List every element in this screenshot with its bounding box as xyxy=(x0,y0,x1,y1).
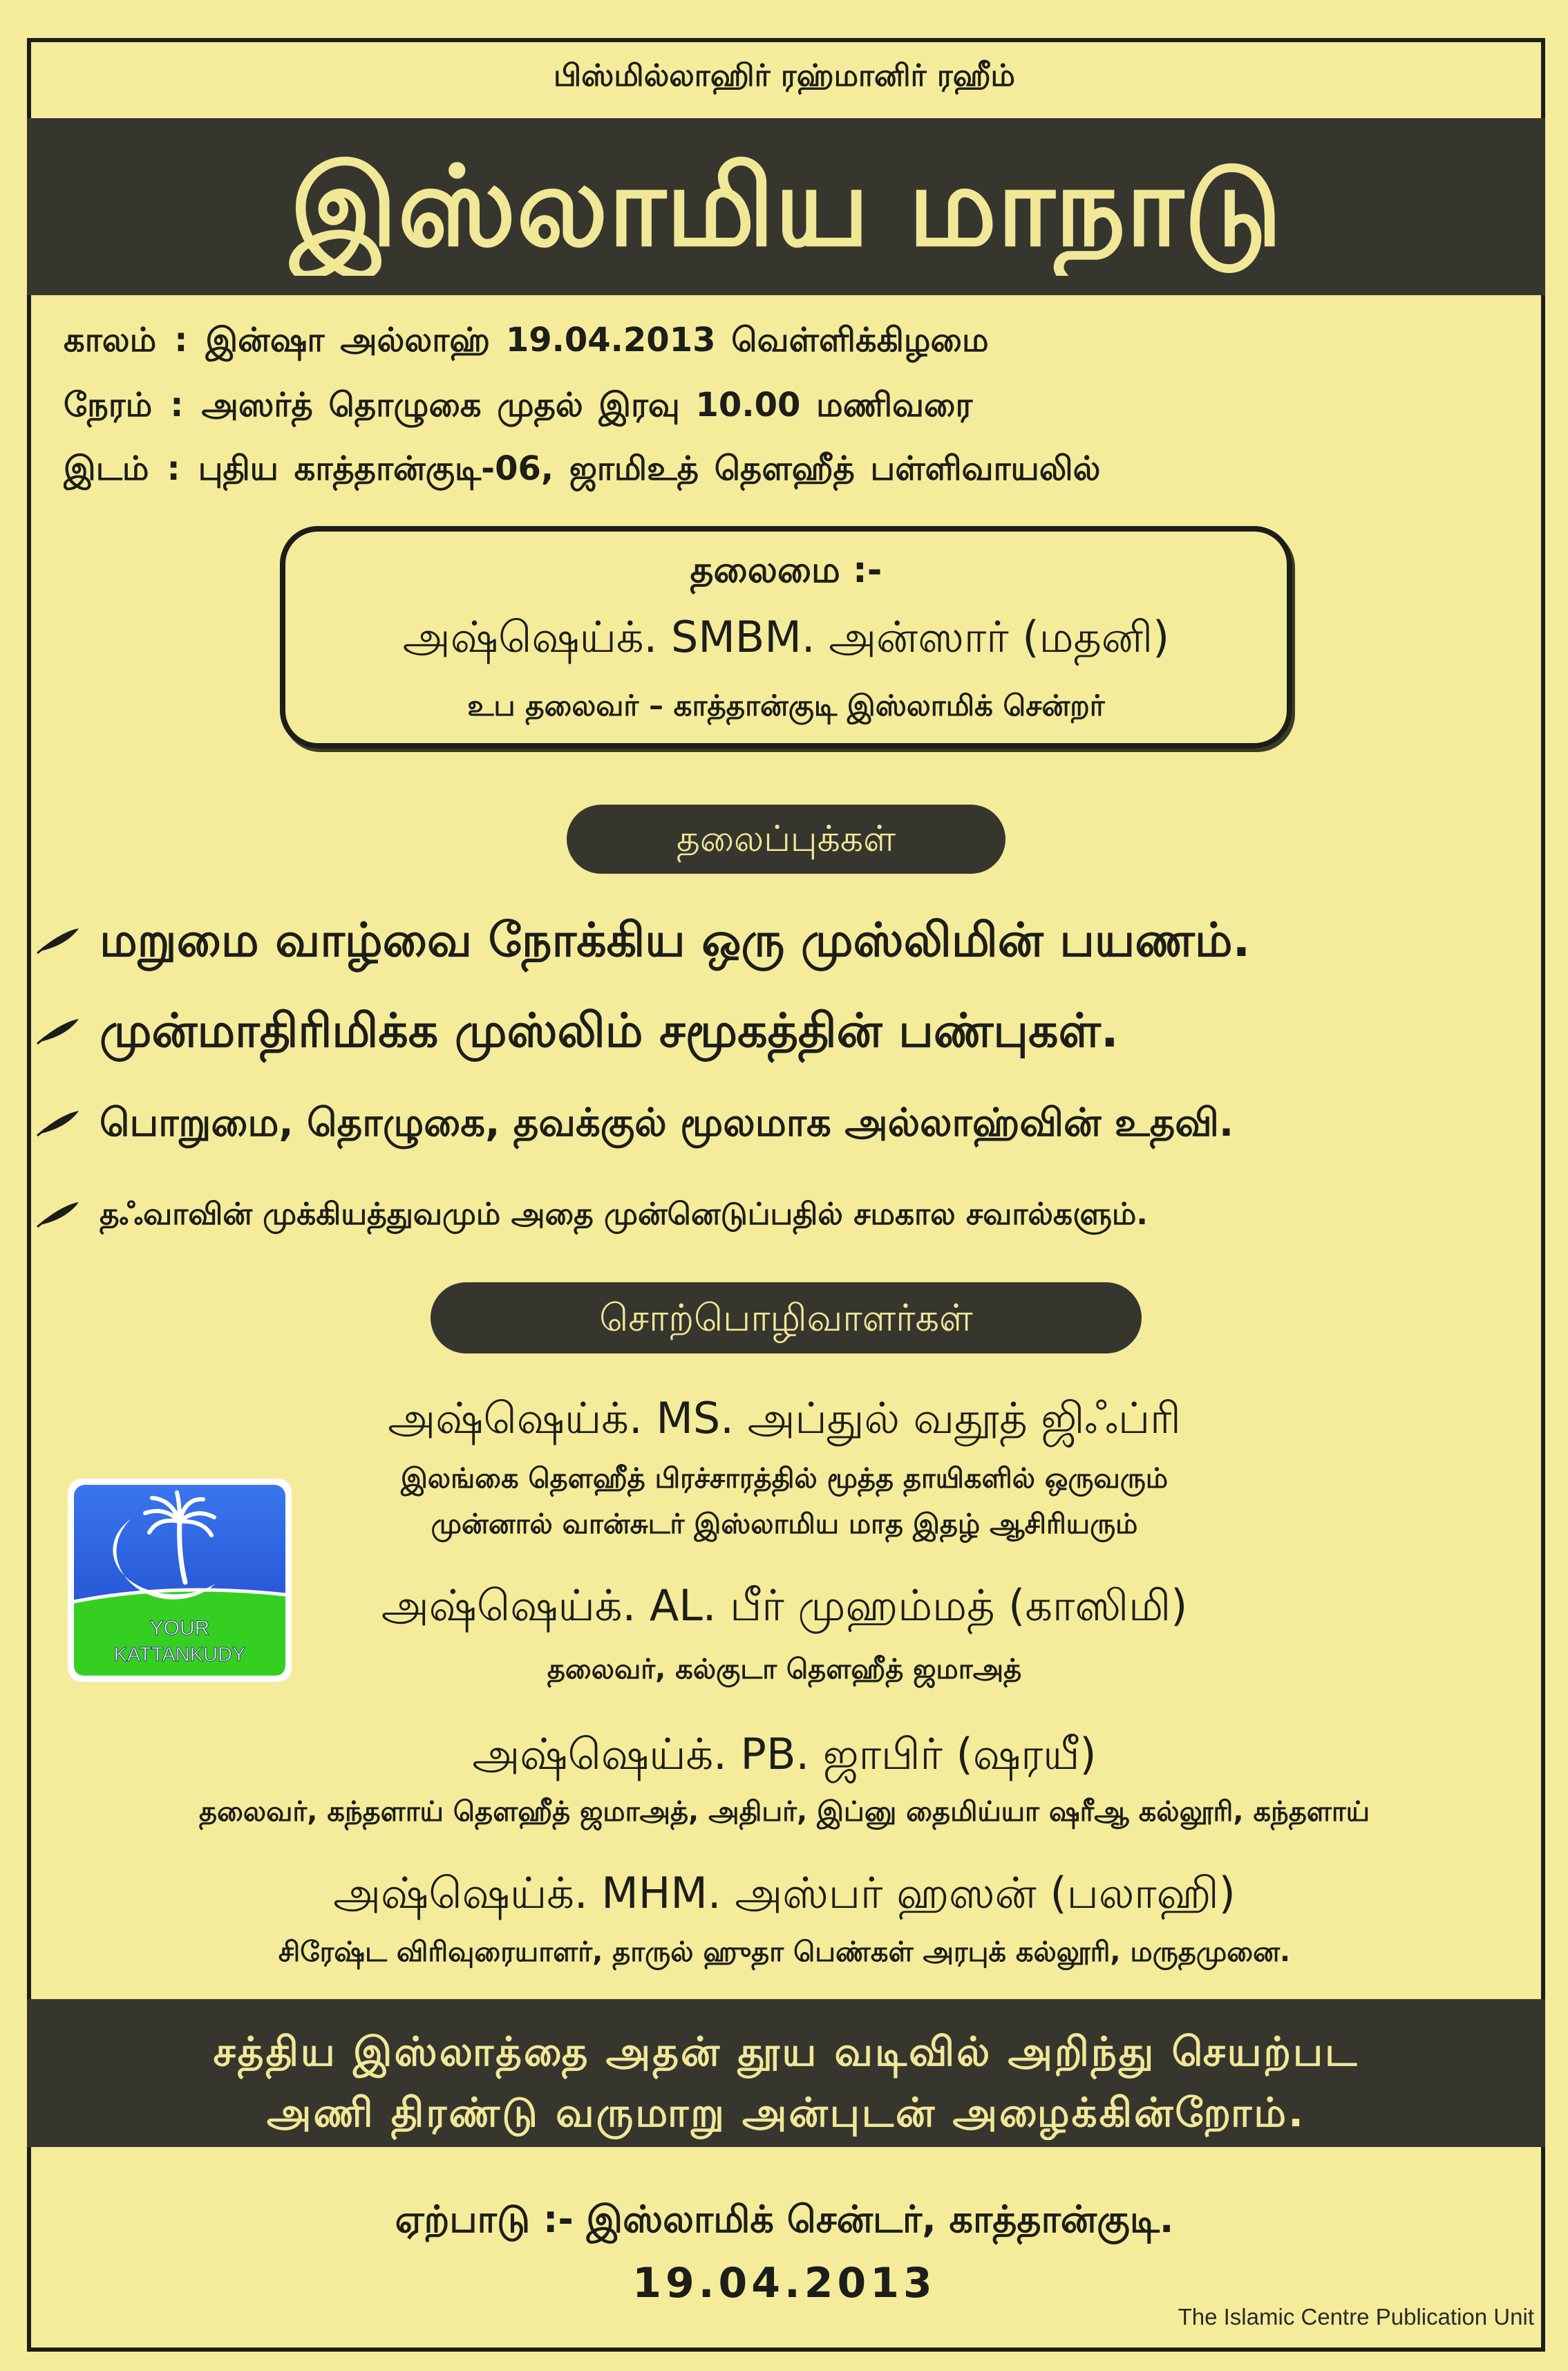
logo-text-kattankudy: KATTANKUDY xyxy=(113,1644,246,1666)
detail-time-of-day xyxy=(64,312,1529,368)
invitation-band xyxy=(27,1999,1545,2147)
detail-venue-separator: : xyxy=(167,449,180,488)
topic-text: தஃவாவின் முக்கியத்துவமும் அதை முன்னெடுப்பதில் சமகால சவால்களும். xyxy=(100,1197,1148,1232)
detail-date-label: காலம் xyxy=(64,321,157,359)
topic-text: முன்மாதிரிமிக்க முஸ்லிம் சமூகத்தின் பண்புகள். xyxy=(100,1004,1119,1058)
speaker-detail: இலங்கை தௌஹீத் பிரச்சாரத்தில் மூத்த தாயிகளில் ஒருவரும் xyxy=(400,1463,1169,1494)
detail-time-value: அஸர்த் தொழுகை முதல் இரவு 10.00 மணிவரை xyxy=(201,386,973,424)
topic-item xyxy=(36,1188,1532,1241)
speaker-detail: தலைவர், கந்தளாய் தௌஹீத் ஜமாஅத், அதிபர், இப்னு தைமிய்யா ஷரீஆ கல்லூரி, கந்தளாய் xyxy=(198,1796,1370,1828)
speakers-heading-pill xyxy=(431,1282,1142,1353)
chair-heading: தலைமை :- xyxy=(690,550,882,591)
page-title: இஸ்லாமிய மாநாடு xyxy=(290,142,1283,271)
detail-date-value: இன்ஷா அல்லாஹ் 19.04.2013 வெள்ளிக்கிழமை xyxy=(205,321,989,359)
detail-venue-label: இடம் xyxy=(64,449,149,488)
topic-item xyxy=(36,908,1532,973)
invitation-line: அணி திரண்டு வருமாறு அன்புடன் அழைக்கின்றோம். xyxy=(266,2089,1306,2136)
speaker-detail: சிரேஷ்ட விரிவுரையாளர், தாருல் ஹுதா பெண்கள் அரபுக் கல்லூரி, மருதமுனை. xyxy=(278,1936,1291,1968)
speaker-name: அஷ்ஷெய்க். AL. பீர் முஹம்மத் (காஸிமி) xyxy=(381,1580,1188,1631)
poster-date: 19.04.2013 xyxy=(632,2259,936,2307)
invitation-line: சத்திய இஸ்லாத்தை அதன் தூய வடிவில் அறிந்து செயற்பட xyxy=(213,2028,1359,2075)
detail-time-label: நேரம் xyxy=(64,386,153,424)
speakers-heading: சொற்பொழிவாளர்கள் xyxy=(599,1296,973,1340)
publisher-credit: The Islamic Centre Publication Unit xyxy=(1178,2304,1534,2330)
topic-text: பொறுமை, தொழுகை, தவக்குல் மூலமாக அல்லாஹ்வின் உதவி. xyxy=(100,1100,1234,1145)
chair-box xyxy=(280,526,1292,749)
organizer-line: ஏற்பாடு :- இஸ்லாமிக் சென்டர், காத்தான்குடி. xyxy=(395,2197,1174,2241)
detail-time xyxy=(64,377,1529,433)
topic-item xyxy=(36,1094,1532,1152)
logo-text-your: YOUR xyxy=(149,1617,210,1640)
topic-item xyxy=(36,999,1532,1064)
quill-bullet-icon xyxy=(36,1018,80,1045)
speaker-name: அஷ்ஷெய்க். MHM. அஸ்பர் ஹஸன் (பலாஹி) xyxy=(333,1868,1236,1918)
detail-date-separator: : xyxy=(174,321,188,359)
quill-bullet-icon xyxy=(36,1201,80,1228)
title-band xyxy=(27,118,1545,295)
quill-bullet-icon xyxy=(36,927,80,955)
topics-heading-pill xyxy=(567,805,1005,874)
speaker-name: அஷ்ஷெய்க். MS. அப்துல் வதூத் ஜிஃப்ரி xyxy=(388,1393,1181,1443)
chair-role: உப தலைவர் – காத்தான்குடி இஸ்லாமிக் சென்றர் xyxy=(467,688,1105,722)
topics-heading: தலைப்புக்கள் xyxy=(676,818,896,860)
detail-time-separator: : xyxy=(170,386,184,424)
topic-text: மறுமை வாழ்வை நோக்கிய ஒரு முஸ்லிமின் பயணம். xyxy=(100,913,1251,968)
speaker-name: அஷ்ஷெய்க். PB. ஜாபிர் (ஷரயீ) xyxy=(472,1729,1097,1779)
bismillah-line: பிஸ்மில்லாஹிர் ரஹ்மானிர் ரஹீம் xyxy=(554,58,1015,93)
your-kattankudy-logo xyxy=(68,1479,292,1682)
detail-venue xyxy=(64,441,1529,496)
chair-name: அஷ்ஷெய்க். SMBM. அன்ஸார் (மதனி) xyxy=(402,612,1170,662)
quill-bullet-icon xyxy=(36,1109,80,1137)
detail-venue-value: புதிய காத்தான்குடி-06, ஜாமிஉத் தௌஹீத் பள்ளிவாயலில் xyxy=(198,449,1101,488)
speaker-detail: தலைவர், கல்குடா தௌஹீத் ஜமாஅத் xyxy=(547,1653,1022,1685)
speaker-detail: முன்னால் வான்சுடர் இஸ்லாமிய மாத இதழ் ஆசிரியரும் xyxy=(431,1508,1138,1540)
